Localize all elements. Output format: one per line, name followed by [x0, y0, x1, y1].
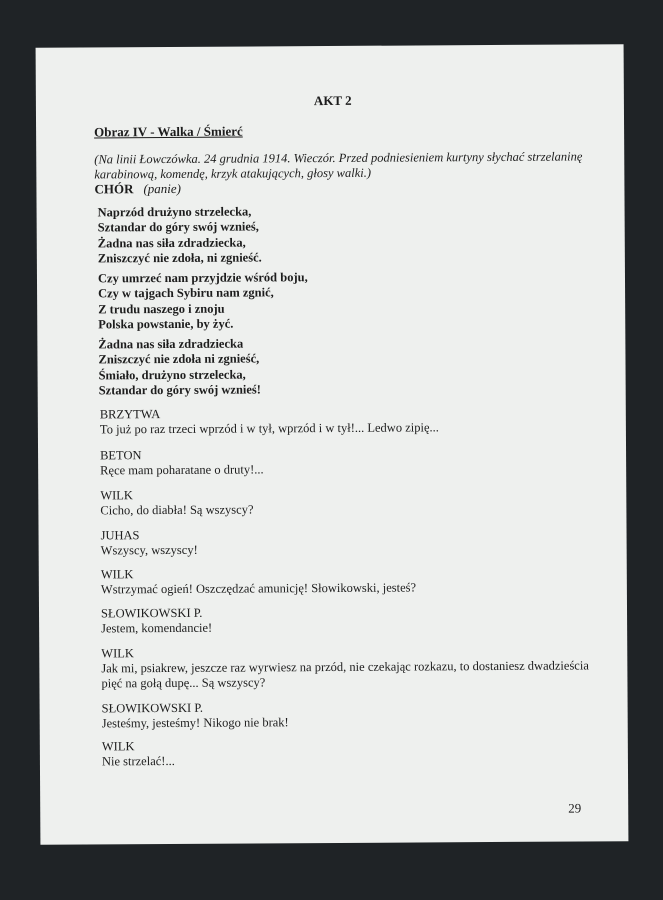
document-page [36, 44, 629, 845]
dialogue-block [101, 565, 416, 597]
dialogue-line: pięć na gołą dupę... Są wszyscy? [101, 675, 266, 691]
chorus-heading [94, 181, 181, 198]
chorus-name: CHÓR [94, 181, 134, 197]
dialogue-block [102, 739, 175, 769]
verse-line: Sztandar do góry swój wznieś! [98, 382, 261, 398]
dialogue-line: Wszyscy, wszyscy! [100, 542, 198, 558]
verse-line: Żadna nas siła zdradziecka [98, 336, 244, 352]
speaker-name: SŁOWIKOWSKI P. [100, 605, 203, 621]
dialogue-block [100, 487, 253, 518]
dialogue-block [100, 405, 439, 437]
verse-line: Z trudu naszego i znoju [98, 301, 225, 317]
speaker-name: SŁOWIKOWSKI P. [101, 700, 204, 716]
dialogue-line: Ręce mam poharatane o druty!... [100, 462, 264, 478]
speaker-name: BETON [100, 448, 142, 463]
dialogue-line: Jak mi, psiakrew, jeszcze raz wyrwiesz na przód, nie czekając rozkazu, to dostaniesz dwadzieścia [101, 658, 589, 676]
dialogue-line: Nie strzelać!... [101, 753, 175, 769]
verse-stanza-1 [98, 204, 262, 266]
verse-stanza-3 [98, 336, 261, 398]
speaker-name: BRZYTWA [99, 407, 161, 422]
stage-direction-line: (Na linii Łowczówka. 24 grudnia 1914. Wieczór. Przed podniesieniem kurtyny słychać strzelaninę [94, 149, 583, 167]
verse-line: Śmiało, drużyno strzelecka, [98, 367, 246, 383]
speaker-name: WILK [101, 739, 135, 754]
verse-line: Naprzód drużyno strzelecka, [97, 204, 252, 220]
verse-stanza-2 [98, 270, 308, 332]
dialogue-line: Jestem, komendancie! [101, 620, 213, 636]
verse-line: Zniszczyć nie zdoła ni zgnieść, [98, 351, 260, 367]
chorus-note: (panie) [143, 180, 182, 197]
speaker-name: JUHAS [100, 528, 140, 543]
dialogue-line: To już po raz trzeci wprzód i w tył, wprzód i w tył!... Ledwo zipię... [99, 420, 439, 437]
stage-direction-line: karabinową, komendę, krzyk atakujących, głosy walki.) [94, 165, 372, 182]
verse-line: Czy w tajgach Sybiru nam zgnić, [98, 285, 274, 301]
verse-line: Żadna nas siła zdradziecka, [97, 235, 246, 251]
page-number: 29 [568, 800, 582, 816]
verse-line: Polska powstanie, by żyć. [98, 316, 234, 332]
dialogue-line: Jesteśmy, jesteśmy! Nikogo nie brak! [101, 715, 289, 731]
dialogue-block [100, 447, 264, 478]
dialogue-block [101, 528, 198, 559]
dialogue-line: Cicho, do diabła! Są wszyscy? [100, 502, 254, 518]
act-title: AKT 2 [313, 92, 352, 109]
verse-line: Zniszczyć nie zdoła, ni zgnieść. [97, 250, 262, 266]
scene-title: Obraz IV - Walka / Śmierć [94, 123, 243, 140]
verse-line: Sztandar do góry swój wznieś, [97, 219, 259, 235]
dialogue-block [101, 606, 212, 637]
verse-line: Czy umrzeć nam przyjdzie wśród boju, [97, 270, 308, 286]
dialogue-block [101, 643, 589, 691]
dialogue-line: Wstrzymać ogień! Oszczędzać amunicję! Słowikowski, jesteś? [100, 580, 417, 597]
speaker-name: WILK [101, 646, 134, 661]
speaker-name: WILK [100, 567, 134, 582]
dialogue-block [102, 700, 289, 731]
speaker-name: WILK [100, 488, 133, 503]
